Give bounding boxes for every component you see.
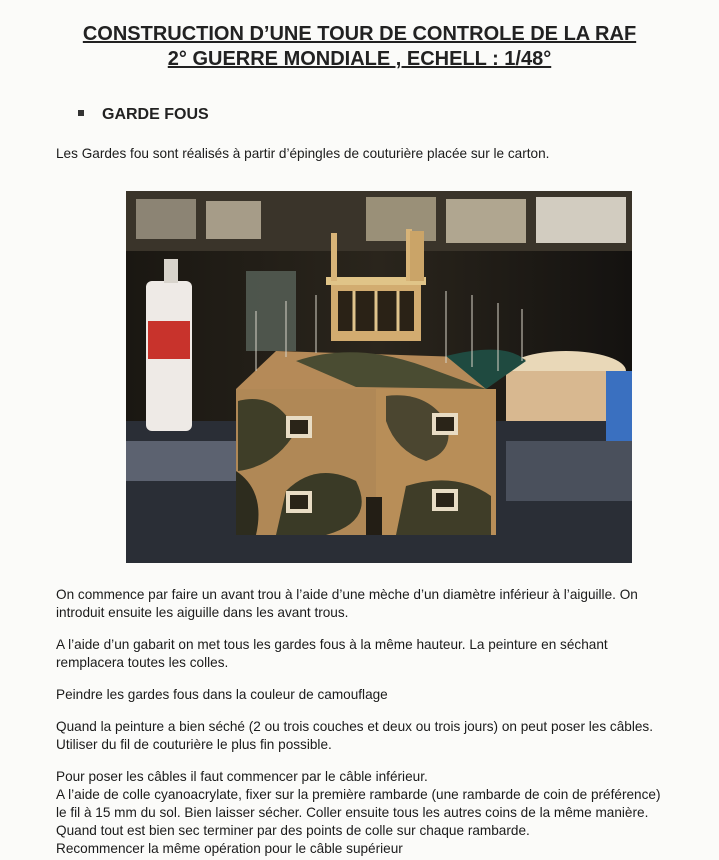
paragraph-1 [56, 586, 706, 622]
paragraph-line: le fil à 15 mm du sol. Bien laisser sécher. Coller ensuite tous les autres coins de la même manière. [56, 805, 649, 820]
intro-text: Les Gardes fou sont réalisés à partir d’épingles de couturière placée sur le carton. [56, 146, 550, 161]
paragraph-line: Quand la peinture a bien séché (2 ou trois couches et deux ou trois jours) on peut poser les câbles. [56, 719, 653, 734]
paragraph-5 [56, 768, 706, 858]
model-photo [126, 191, 632, 563]
paragraph-2 [56, 636, 706, 672]
document-title [0, 22, 719, 72]
title-line-2: 2° GUERRE MONDIALE , ECHELL : 1/48° [167, 48, 552, 70]
paragraph-line: On commence par faire un avant trou à l’aide d’une mèche d’un diamètre inférieur à l’aiguille. On [56, 587, 638, 602]
section-heading [78, 106, 209, 124]
paragraph-4 [56, 718, 706, 754]
section-heading-text: GARDE FOUS [102, 106, 209, 123]
paragraph-line: Recommencer la même opération pour le câble supérieur [56, 841, 403, 856]
paragraph-line: Utiliser du fil de couturière le plus fin possible. [56, 737, 332, 752]
paragraph-line: remplacera toutes les colles. [56, 655, 229, 670]
intro-paragraph [56, 145, 706, 163]
paragraph-line: A l’aide d’un gabarit on met tous les gardes fous à la même hauteur. La peinture en séchant [56, 637, 608, 652]
paragraph-line: Quand tout est bien sec terminer par des points de colle sur chaque rambarde. [56, 823, 530, 838]
paragraph-3 [56, 686, 706, 704]
title-line-1: CONSTRUCTION D’UNE TOUR DE CONTROLE DE LA RAF [82, 23, 637, 45]
paragraph-line: introduit ensuite les aiguille dans les avant trous. [56, 605, 349, 620]
paragraph-line: A l’aide de colle cyanoacrylate, fixer sur la première rambarde (une rambarde de coin de préférence) [56, 787, 661, 802]
paragraph-line: Peindre les gardes fous dans la couleur de camouflage [56, 687, 388, 702]
paragraph-line: Pour poser les câbles il faut commencer par le câble inférieur. [56, 769, 428, 784]
bullet-icon [78, 110, 84, 116]
control-tower-model-image [126, 191, 632, 563]
